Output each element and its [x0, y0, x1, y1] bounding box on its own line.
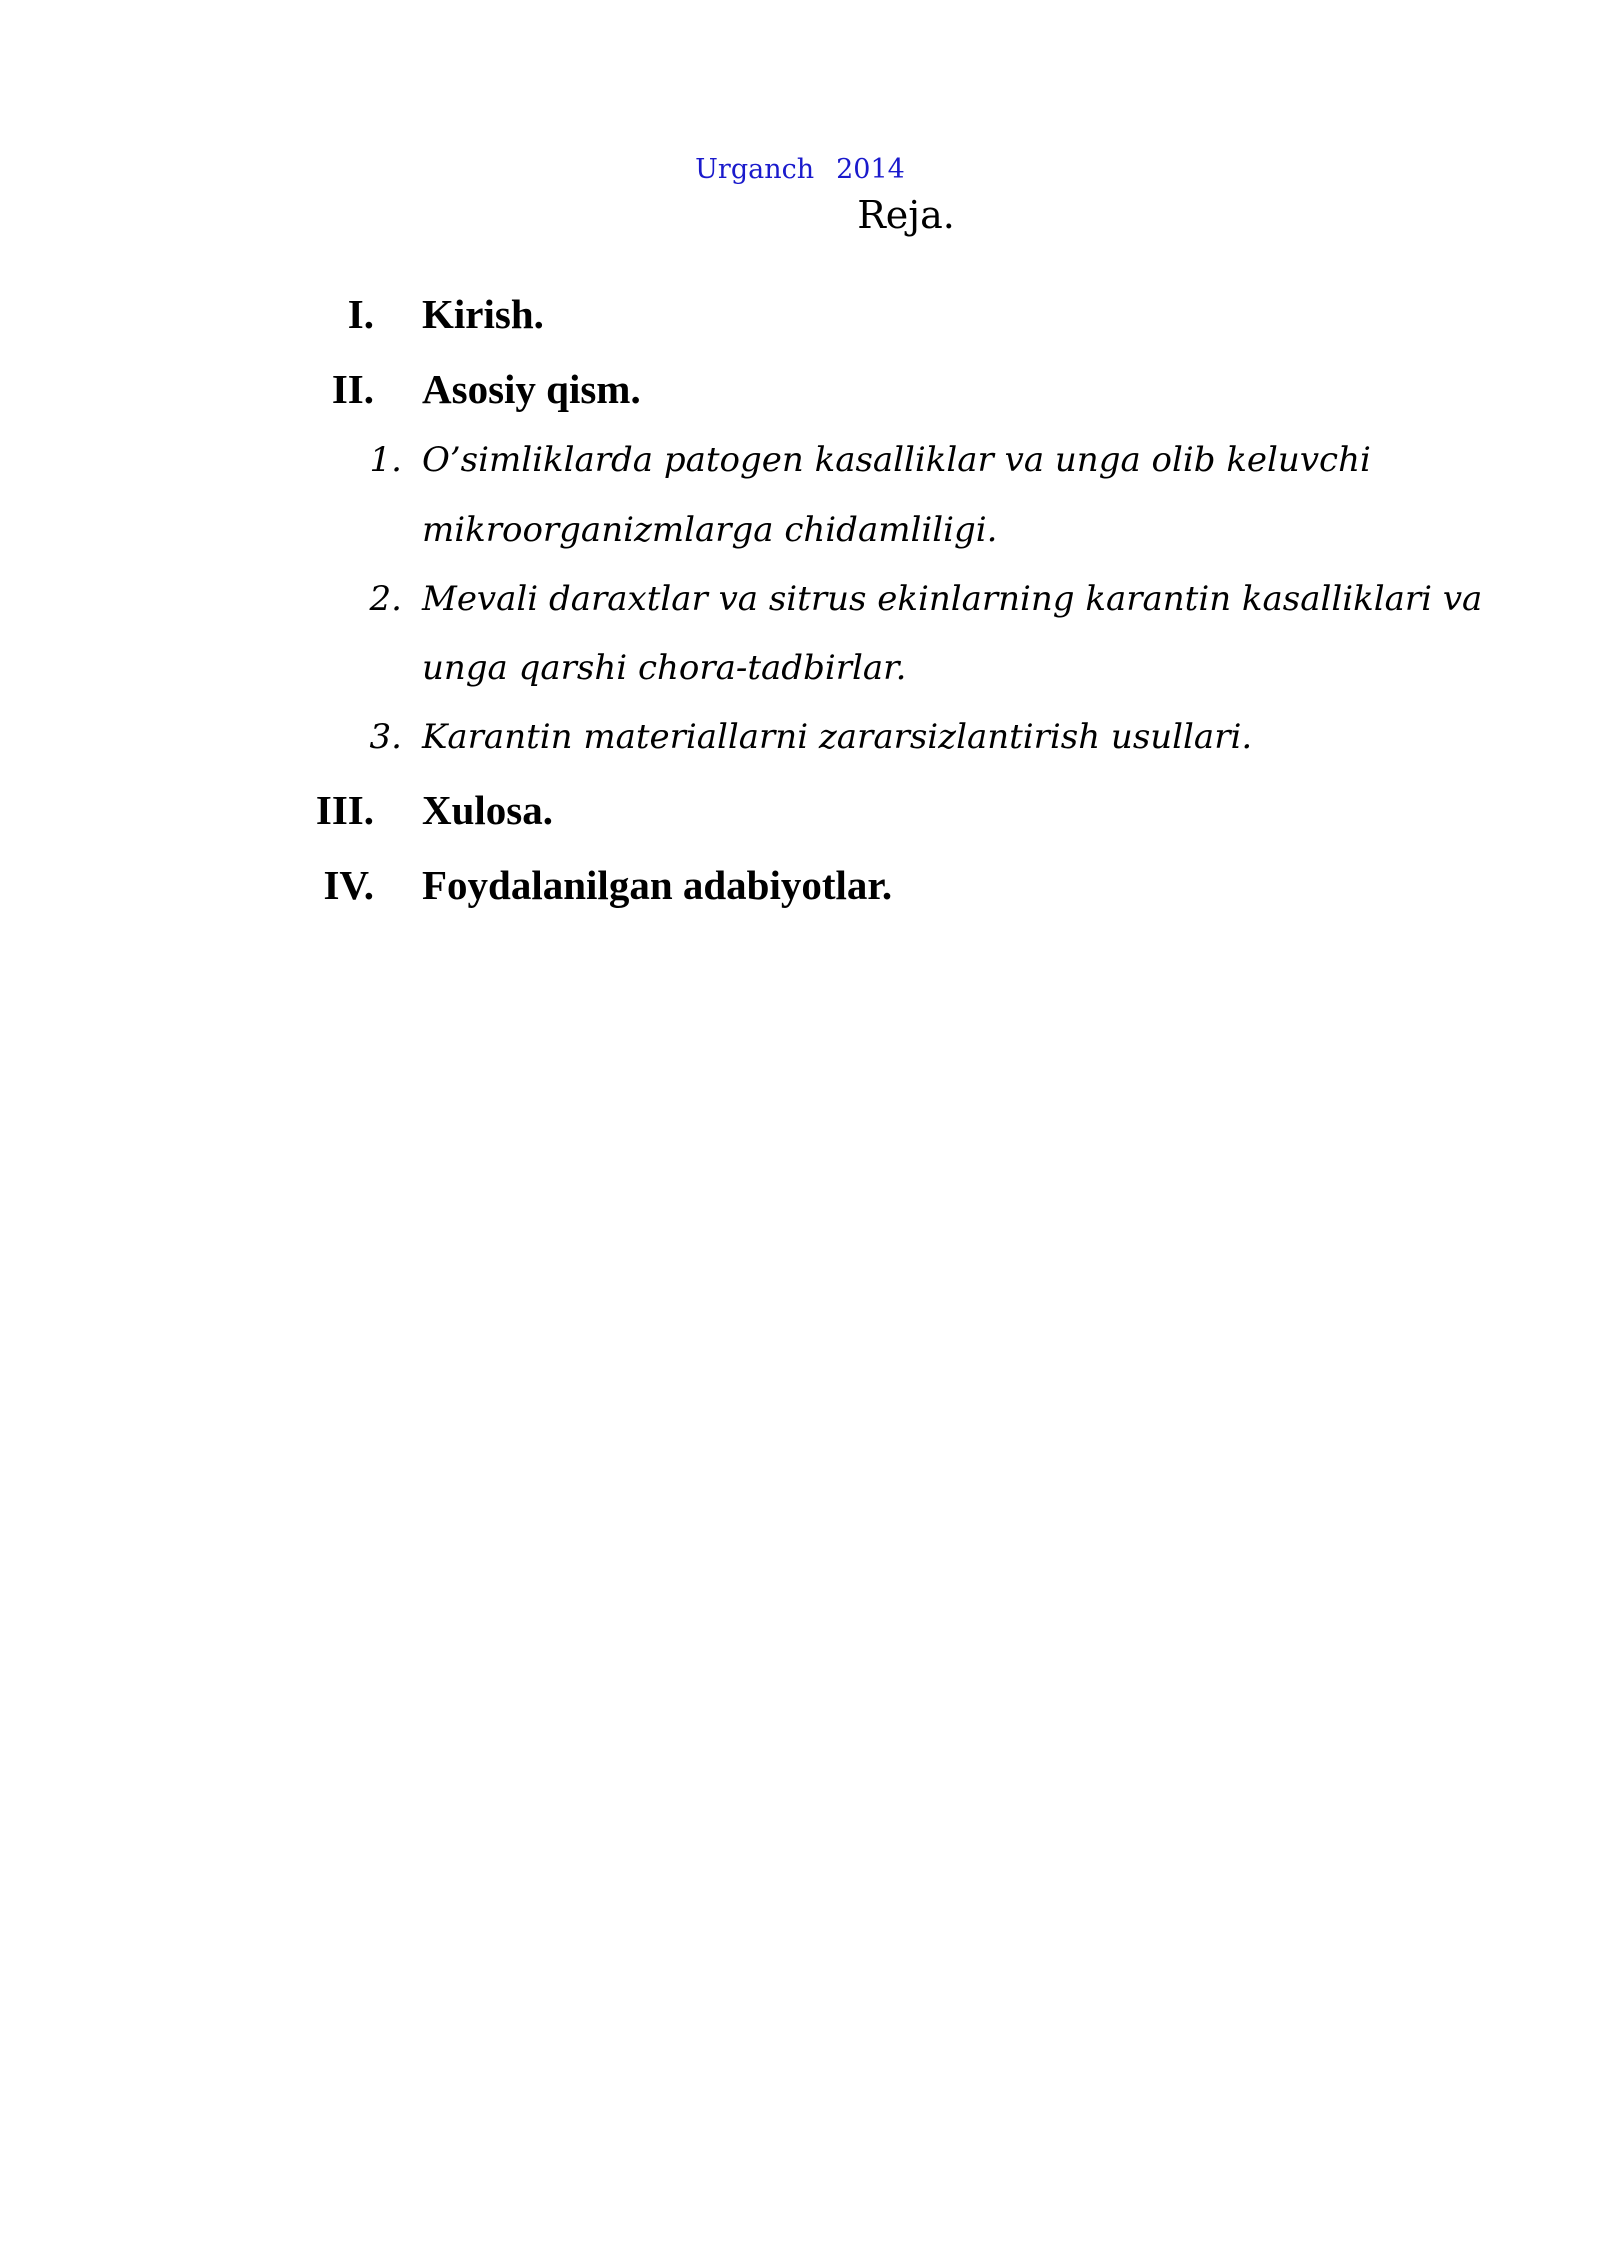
subitem-number: 1. [369, 440, 402, 480]
header-city: Urganch [695, 154, 815, 185]
document-header [0, 152, 1600, 188]
page-title: Reja. [857, 193, 955, 237]
section-number: I. [347, 291, 374, 337]
outline-section [0, 780, 1600, 850]
section-label: Kirish. [422, 291, 544, 337]
outline-section [0, 855, 1600, 925]
outline-subitem [0, 426, 1600, 496]
section-number: IV. [323, 862, 374, 908]
subitem-number: 2. [369, 579, 402, 619]
subitem-text-line: unga qarshi chora-tadbirlar. [422, 648, 907, 688]
section-label: Foydalanilgan adabiyotlar. [422, 862, 893, 908]
subitem-text-line: O’simliklarda patogen kasalliklar va unga olib keluvchi [422, 440, 1371, 480]
section-number: III. [315, 787, 374, 833]
outline-subitem-continuation [0, 496, 1600, 566]
outline-subitem [0, 703, 1600, 773]
section-number: II. [331, 366, 374, 412]
header-year: 2014 [836, 154, 905, 185]
subitem-text-line: mikroorganizmlarga chidamliligi. [422, 510, 998, 550]
outline-section [0, 284, 1600, 354]
outline-subitem [0, 565, 1600, 635]
section-label: Asosiy qism. [422, 366, 641, 412]
outline-section [0, 359, 1600, 429]
section-label: Xulosa. [422, 787, 554, 833]
subitem-number: 3. [369, 717, 402, 757]
subitem-text-line: Karantin materiallarni zararsizlantirish usullari. [422, 717, 1253, 757]
subitem-text-line: Mevali daraxtlar va sitrus ekinlarning karantin kasalliklari va [422, 579, 1483, 619]
outline-subitem-continuation [0, 634, 1600, 704]
